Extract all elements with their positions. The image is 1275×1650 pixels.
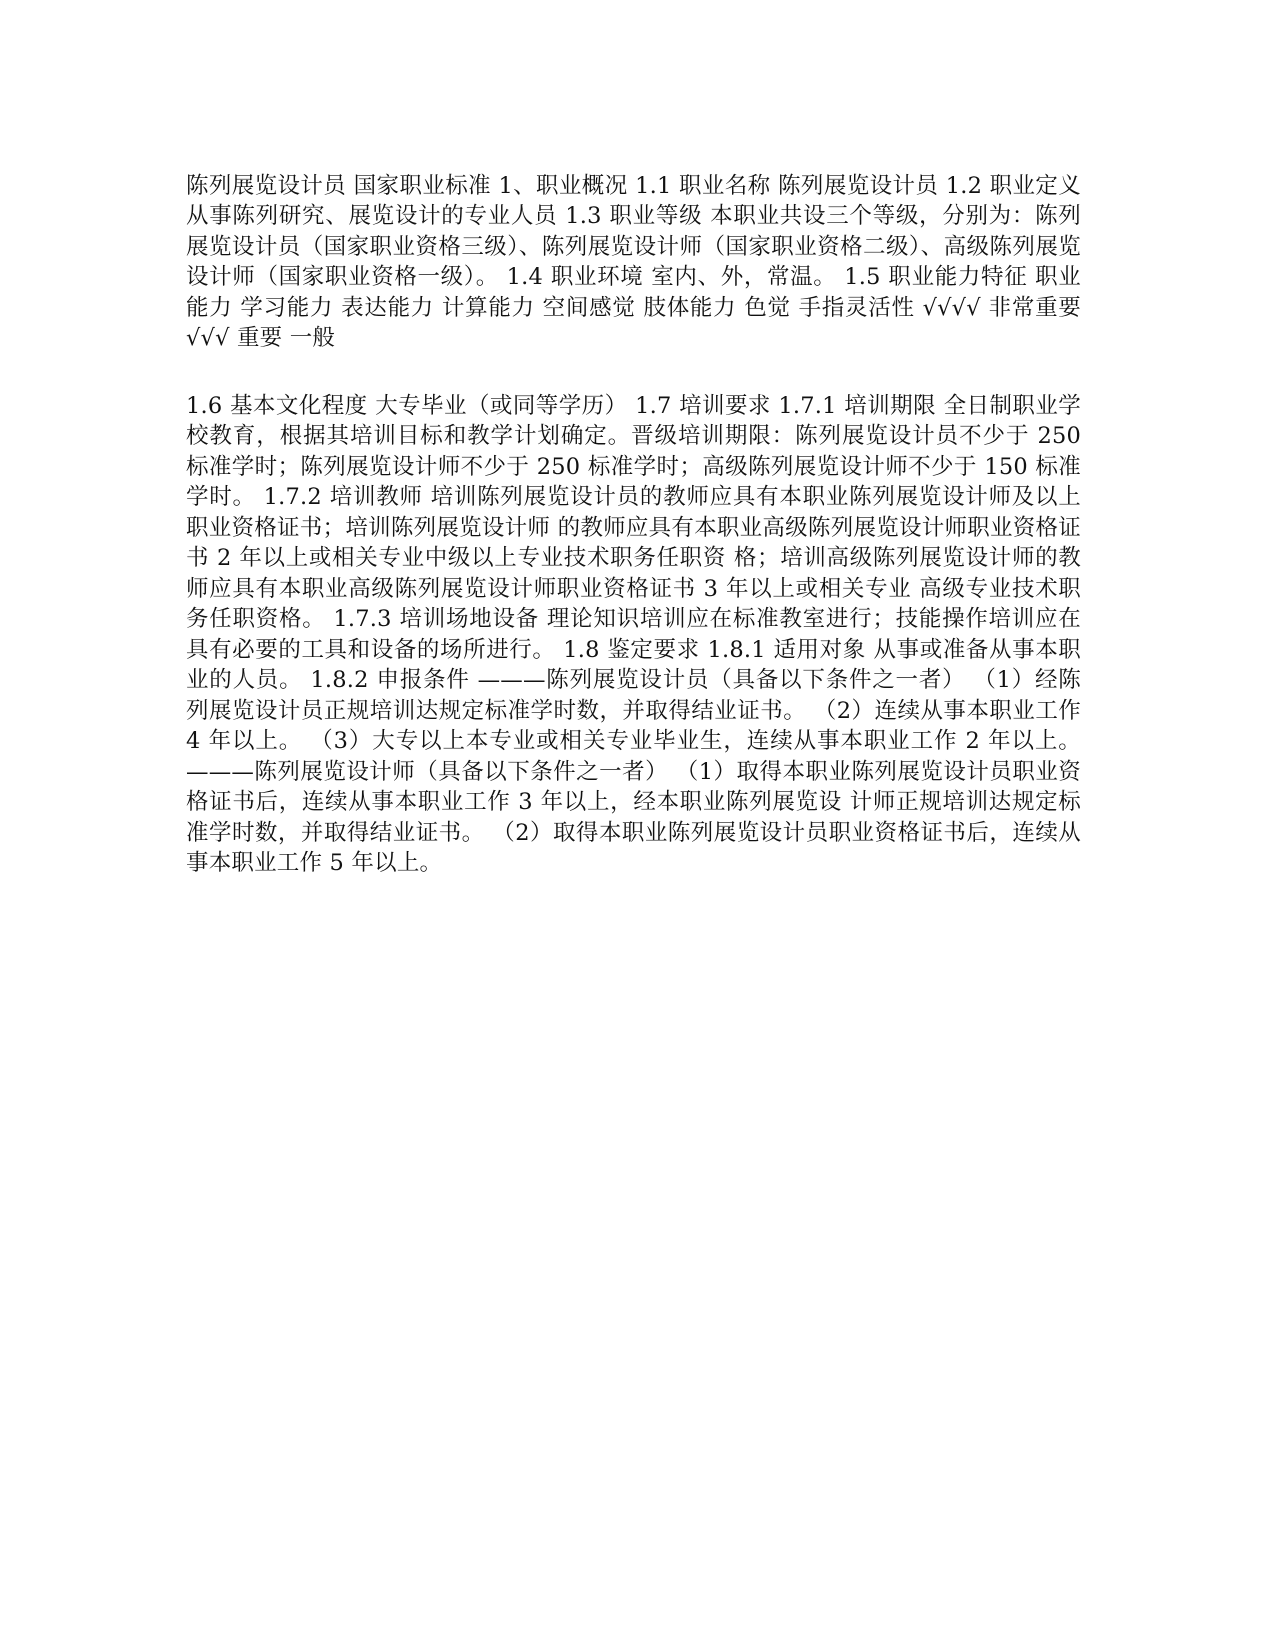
body-paragraph: 1.6 基本文化程度 大专毕业（或同等学历） 1.7 培训要求 1.7.1 培训期限 全日制职业学校教育，根据其培训目标和教学计划确定。晋级培训期限：陈列展览设计员不少于 250 标准学时；陈列展览设计师不少于 250 标准学时；高级陈列展览设计师不少于 150 标准学时。 1.7.2 培训教师 培训陈列展览设计员的教师应具有本职业陈列展览设计师及以上职业资格证书；培训陈列展览设计师 的教师应具有本职业高级陈列展览设计师职业资格证书 2 年以上或相关专业中级以上专业技术职务任职资 格；培训高级陈列展览设计师的教师应具有本职业高级陈列展览设计师职业资格证书 3 年以上或相关专业 高级专业技术职务任职资格。 1.7.3 培训场地设备 理论知识培训应在标准教室进行；技能操作培训应在具有必要的工具和设备的场所进行。 1.8 鉴定要求 1.8.1 适用对象 从事或准备从事本职业的人员。 1.8.2 申报条件 ———陈列展览设计员（具备以下条件之一者） （1）经陈列展览设计员正规培训达规定标准学时数，并取得结业证书。 （2）连续从事本职业工作 4 年以上。 （3）大专以上本专业或相关专业毕业生，连续从事本职业工作 2 年以上。 ———陈列展览设计师（具备以下条件之一者） （1）取得本职业陈列展览设计员职业资格证书后，连续从事本职业工作 3 年以上，经本职业陈列展览设 计师正规培训达规定标准学时数，并取得结业证书。 （2）取得本职业陈列展览设计员职业资格证书后，连续从事本职业工作 5 年以上。: [186, 392, 1082, 876]
body-paragraph: 陈列展览设计员 国家职业标准 1、职业概况 1.1 职业名称 陈列展览设计员 1.2 职业定义 从事陈列研究、展览设计的专业人员 1.3 职业等级 本职业共设三个等级，分别为：陈列展览设计员（国家职业资格三级）、陈列展览设计师（国家职业资格二级）、高级陈列展览设计师（国家职业资格一级）。 1.4 职业环境 室内、外，常温。 1.5 职业能力特征 职业能力 学习能力 表达能力 计算能力 空间感觉 肢体能力 色觉 手指灵活性 √√√√ 非常重要 √√√ 重要 一般: [186, 172, 1081, 351]
